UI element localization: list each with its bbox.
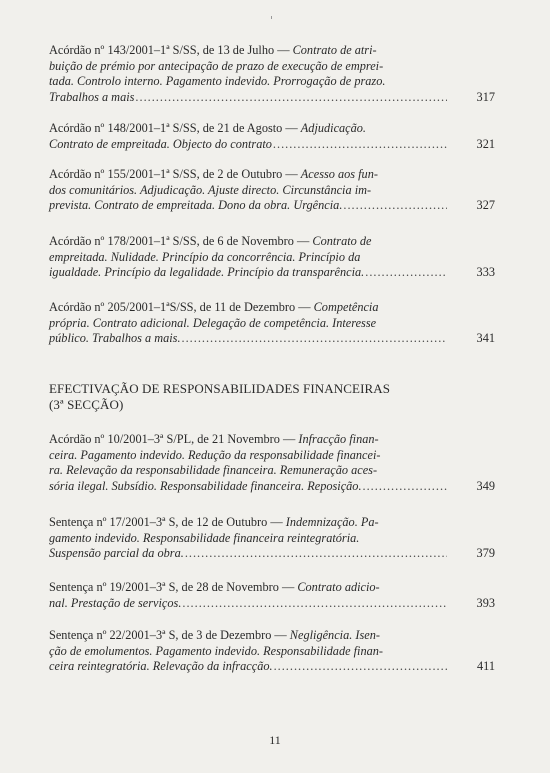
entry-text	[49, 234, 447, 281]
entry-subject-last: público. Trabalhos a mais.	[49, 331, 181, 346]
entry-subject: Infracção finan-	[298, 432, 379, 446]
toc-entry-148	[49, 121, 495, 152]
entry-subject-last: Trabalhos a mais	[49, 89, 135, 104]
entry-ref: Acórdão nº 143/2001–1ª S/SS, de 13 de Julho —	[49, 43, 293, 57]
entry-subject-last: Contrato de empreitada. Objecto do contrato	[49, 136, 272, 151]
toc-entry-178	[49, 234, 495, 281]
section-heading	[49, 381, 469, 413]
toc-entry-s17	[49, 515, 495, 562]
toc-entry-s22	[49, 628, 495, 675]
page-number: 411	[477, 659, 495, 674]
entry-text	[49, 628, 447, 675]
entry-subject: Negligência. Isen-	[289, 628, 380, 642]
leader-dots	[363, 479, 447, 495]
page-number: 321	[476, 136, 495, 151]
entry-subject-last: prevista. Contrato de empreitada. Dono da obra. Urgência.	[49, 198, 343, 213]
leader-dots	[343, 198, 447, 214]
entry-text	[49, 300, 447, 347]
leader-dots	[365, 265, 447, 281]
entry-subject: Contrato adicio-	[297, 580, 380, 594]
entry-text	[49, 432, 447, 494]
entry-subject-last: sória ilegal. Subsídio. Responsabilidade financeira. Reposição.	[49, 478, 362, 493]
folio-number: 11	[269, 733, 281, 747]
leader-dots	[274, 659, 447, 675]
entry-subject-last: igualdade. Princípio da legalidade. Princípio da transparência.	[49, 265, 365, 280]
entry-subject: Indemnização. Pa-	[285, 515, 379, 529]
entry-subject: Competência	[313, 300, 379, 314]
leader-dots	[273, 137, 447, 153]
entry-subject-last: nal. Prestação de serviços.	[49, 595, 182, 610]
entry-ref: Acórdão nº 10/2001–3ª S/PL, de 21 Novembro —	[49, 432, 299, 446]
entry-text	[49, 43, 447, 105]
entry-subject: gamento indevido. Responsabilidade financeira reintegratória.	[49, 530, 360, 545]
entry-subject: ção de emolumentos. Pagamento indevido. Responsabilidade finan-	[49, 643, 384, 658]
leader-dots	[182, 331, 447, 347]
scan-speck	[271, 16, 272, 19]
entry-ref: Sentença nº 19/2001–3ª S, de 28 de Novembro —	[49, 580, 298, 594]
entry-subject: Contrato de	[312, 234, 372, 248]
leader-dots	[135, 90, 447, 106]
entry-subject-last: ceira reintegratória. Relevação da infracção.	[49, 659, 273, 674]
toc-entry-143	[49, 43, 495, 105]
entry-text	[49, 580, 447, 611]
entry-text	[49, 515, 447, 562]
entry-ref: Acórdão nº 205/2001–1ªS/SS, de 11 de Dezembro —	[49, 300, 314, 314]
page-number: 341	[476, 331, 495, 346]
page-number: 393	[476, 595, 495, 610]
section-title: EFECTIVAÇÃO DE RESPONSABILIDADES FINANCEIRAS	[49, 381, 391, 396]
entry-ref: Sentença nº 22/2001–3ª S, de 3 de Dezembro —	[49, 628, 290, 642]
page-number: 333	[476, 265, 495, 280]
toc-entry-s19	[49, 580, 495, 611]
entry-subject: ra. Relevação da responsabilidade financeira. Remuneração aces-	[49, 463, 378, 478]
entry-ref: Acórdão nº 178/2001–1ª S/SS, de 6 de Novembro —	[49, 234, 313, 248]
entry-subject: dos comunitários. Adjudicação. Ajuste directo. Circunstância im-	[49, 182, 372, 197]
page-number: 379	[476, 546, 495, 561]
entry-subject-last: Suspensão parcial da obra.	[49, 546, 184, 561]
entry-subject: tada. Controlo interno. Pagamento indevido. Prorrogação de prazo.	[49, 74, 386, 89]
page-number: 327	[476, 198, 495, 213]
entry-text	[49, 167, 447, 214]
page-number: 349	[476, 478, 495, 493]
entry-subject: Acesso aos fun-	[300, 167, 378, 181]
entry-subject: empreitada. Nulidade. Princípio da concorrência. Princípio da	[49, 249, 361, 264]
entry-subject: buição de prémio por antecipação de prazo de execução de emprei-	[49, 58, 384, 73]
entry-subject: Contrato de atri-	[292, 43, 377, 57]
page-number: 317	[476, 89, 495, 104]
entry-subject: própria. Contrato adicional. Delegação de competência. Interesse	[49, 315, 377, 330]
leader-dots	[185, 546, 447, 562]
entry-ref: Acórdão nº 148/2001–1ª S/SS, de 21 de Agosto —	[49, 121, 301, 135]
toc-entry-10	[49, 432, 495, 494]
toc-entry-205	[49, 300, 495, 347]
entry-ref: Sentença nº 17/2001–3ª S, de 12 de Outubro —	[49, 515, 286, 529]
leader-dots	[182, 596, 447, 612]
entry-subject: Adjudicação.	[300, 121, 367, 135]
section-subtitle: (3ª SECÇÃO)	[49, 397, 124, 412]
entry-subject: ceira. Pagamento indevido. Redução da responsabilidade financei-	[49, 447, 381, 462]
entry-text	[49, 121, 447, 152]
entry-ref: Acórdão nº 155/2001–1ª S/SS, de 2 de Outubro —	[49, 167, 301, 181]
toc-entry-155	[49, 167, 495, 214]
